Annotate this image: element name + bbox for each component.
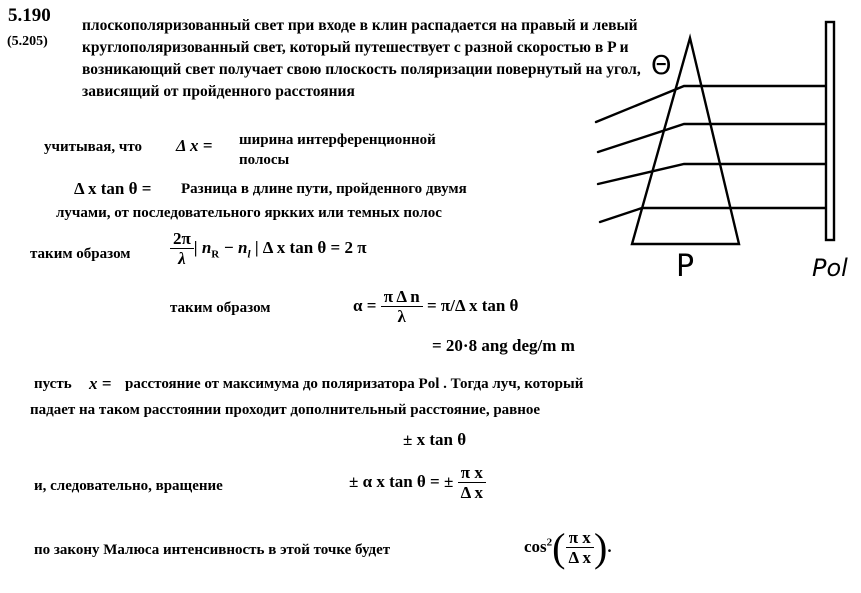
hence-label: и, следовательно, вращение <box>34 478 223 494</box>
eq5-numerator: π x <box>566 529 594 548</box>
eq5-denominator: Δ x <box>568 548 591 567</box>
eq2-value: = 20·8 ang deg/m m <box>432 336 575 355</box>
wedge-outline <box>632 38 739 244</box>
eq1-tail: | Δ x tan θ = 2 π <box>250 237 367 257</box>
eq1-sub-R: R <box>211 248 220 261</box>
eq1-minus-n: − n <box>219 237 248 257</box>
eq5-end: . <box>607 536 612 556</box>
let-line1: расстояние от максимума до поляризатора Pol . Тогда луч, который <box>125 376 584 392</box>
let-line2: падает на таком расстоянии проходит дополнительный расстояние, равное <box>30 402 541 418</box>
ray-3 <box>598 164 826 184</box>
path-definition-line2: лучами, от последовательного яркких или темных полос <box>56 205 442 221</box>
intro-paragraph: плоскополяризованный свет при входе в клин распадается на правый и левый круглополяризованный свет, который путешествует с разной скоростью в P и возникающий свет получает свою плоскость поляризации повернутый на угол, зависящий от пройденного расстояния <box>82 17 641 100</box>
eq1-sub-l: l <box>247 248 251 261</box>
polarizer-plate <box>826 22 834 240</box>
wedge-label: P <box>676 249 695 284</box>
dx-symbol: Δ x = <box>176 136 213 155</box>
thus-label-2: таким образом <box>170 300 271 316</box>
eq4-denominator: Δ x <box>460 483 484 502</box>
eq1-denominator: λ <box>178 249 186 268</box>
eq4-lhs: ± α x tan θ = ± <box>349 471 454 491</box>
dx-definition-line1: ширина интерференционной <box>239 132 436 148</box>
eq5-left-paren: ( <box>552 525 566 570</box>
malus-label: по закону Малюса интенсивность в этой точке будет <box>34 542 391 558</box>
ray-1 <box>596 86 826 122</box>
eq2-numerator: π Δ n <box>381 288 423 307</box>
thus-label-1: таким образом <box>30 246 131 262</box>
eq5-power: 2 <box>546 536 553 549</box>
path-lhs: Δ x tan θ = <box>74 179 152 198</box>
dx-definition-line2: полосы <box>239 152 290 168</box>
eq1-numerator: 2π <box>170 230 194 249</box>
considering-label: учитывая, что <box>44 139 143 155</box>
eq2-denominator: λ <box>397 307 406 326</box>
eq2-rhs: = π/Δ x tan θ <box>427 295 519 315</box>
let-word: пусть <box>34 376 72 392</box>
ray-4 <box>600 208 826 222</box>
theta-label: Θ <box>651 51 672 81</box>
eq4-numerator: π x <box>458 464 486 483</box>
eq5-cos: cos <box>524 536 547 556</box>
let-x: x = <box>89 374 112 393</box>
problem-number: 5.190 <box>8 5 51 26</box>
eq2-alpha: α = <box>353 295 377 315</box>
path-definition-line1: Разница в длине пути, пройденного двумя <box>181 181 467 197</box>
equation-3: ± x tan θ <box>403 430 467 449</box>
polarizer-label: Pol <box>812 254 848 282</box>
eq5-right-paren: ) <box>593 525 608 570</box>
eq1-n: | n <box>193 237 212 257</box>
problem-reference: (5.205) <box>7 34 48 49</box>
